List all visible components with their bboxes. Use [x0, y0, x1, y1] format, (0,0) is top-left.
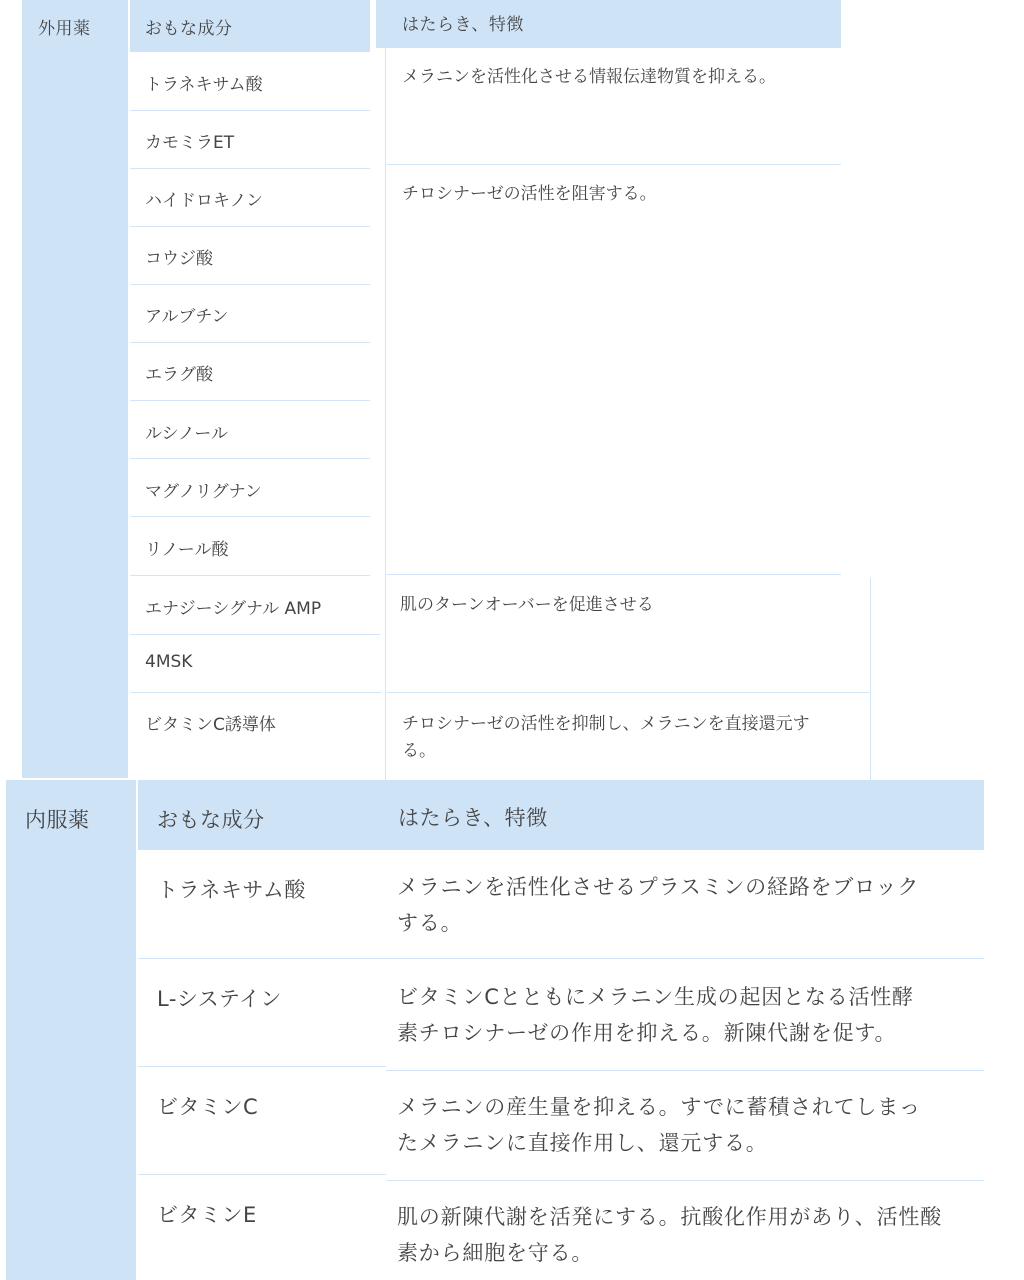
topical-ingredient: エナジーシグナル AMP: [145, 599, 322, 619]
topical-ingredient: ルシノール: [145, 424, 229, 444]
topical-effect: チロシナーゼの活性を抑制し、メラニンを直接還元す: [402, 714, 810, 734]
oral-effect-line: メラニンの産生量を抑える。すでに蓄積されてしまっ: [397, 1095, 921, 1119]
topical-category-cell: [22, 0, 128, 778]
oral-header-ingredient: おもな成分: [157, 808, 265, 832]
topical-effect: メラニンを活性化させる情報伝達物質を抑える。: [402, 67, 776, 87]
oral-effect-line: メラニンを活性化させるプラスミンの経路をブロック: [397, 875, 920, 899]
oral-effect-line: 素から細胞を守る。: [397, 1241, 594, 1265]
topical-ingredient: ハイドロキノン: [145, 191, 263, 211]
oral-effect-line: たメラニンに直接作用し、還元する。: [397, 1131, 768, 1155]
oral-ingredient: ビタミンE: [157, 1203, 257, 1227]
oral-effect-line: 肌の新陳代謝を活発にする。抗酸化作用があり、活性酸: [397, 1205, 942, 1229]
topical-effect: チロシナーゼの活性を阻害する。: [402, 184, 657, 204]
topical-ingredient: マグノリグナン: [145, 482, 262, 502]
topical-header-effect: はたらき、特徴: [402, 15, 524, 35]
topical-ingredient: コウジ酸: [145, 249, 213, 269]
topical-ingredient: カモミラET: [145, 133, 235, 153]
oral-ingredient: L-システイン: [157, 987, 282, 1011]
topical-ingredient: ビタミンC誘導体: [145, 715, 276, 735]
topical-header-divider: [376, 0, 385, 48]
oral-effect-line: ビタミンCとともにメラニン生成の起因となる活性酵: [397, 985, 914, 1009]
topical-effect: 肌のターンオーバーを促進させる: [400, 595, 654, 615]
oral-ingredient: トラネキサム酸: [157, 878, 306, 902]
oral-effect-line: 素チロシナーゼの作用を抑える。新陳代謝を促す。: [397, 1021, 897, 1045]
oral-header-effect: はたらき、特徴: [398, 806, 548, 830]
topical-effect: る。: [402, 741, 436, 761]
topical-ingredient: リノール酸: [145, 540, 229, 560]
topical-category-label: 外用薬: [38, 19, 91, 39]
oral-category-label: 内服薬: [25, 808, 90, 832]
oral-effect-line: する。: [397, 911, 463, 935]
topical-ingredient: アルブチン: [145, 307, 229, 327]
oral-table: [0, 780, 1024, 1280]
oral-category-cell: [6, 780, 136, 1280]
topical-header-ingredient: おもな成分: [145, 19, 233, 39]
topical-ingredient: 4MSK: [145, 652, 193, 672]
topical-ingredient: トラネキサム酸: [145, 75, 263, 95]
oral-header-row: [138, 780, 984, 850]
topical-ingredient: エラグ酸: [145, 365, 213, 385]
oral-ingredient: ビタミンC: [157, 1095, 259, 1119]
